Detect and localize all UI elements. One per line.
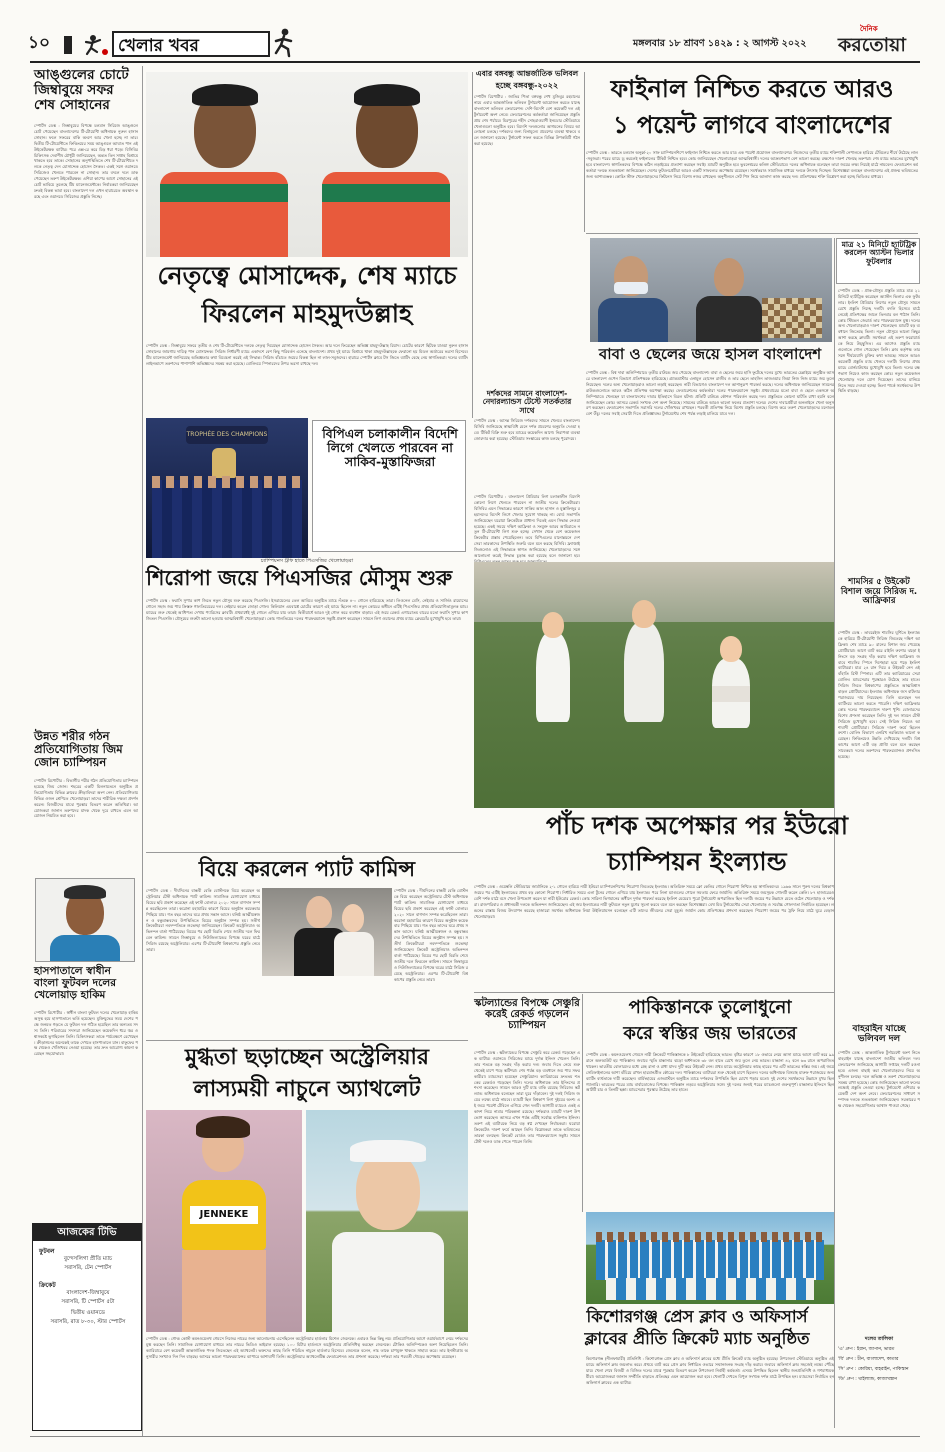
hakim-body: স্পোর্টস রিপোর্টার : স্বাধীন বাংলা ফুটবল দলের খেলোয়াড় হাকিম অসুস্থ হয়ে হাসপাতালে ভর্তি হয়েছেন। মুক্তিযুদ্ধের সময় দেশের পক্ষে জনমত গড়তে যে ফুটবল দল গঠিত হয়েছিল তার অন্যতম সদস্য তিনি। পরিবারের সদস্যরা জানিয়েছেন কয়েকদিন ধরে জ্বর ও শ্বাসকষ্টে ভুগছিলেন তিনি। চিকিৎসকরা তাকে পর্যবেক্ষণে রেখেছেন। ক্রীড়াঙ্গনের অনেকেই তাকে দেখতে হাসপাতালে যান। বাফুফের পক্ষ থেকেও খোঁজখবর নেওয়া হয়েছে। তার দ্রুত আরোগ্য কামনা করেছেন সহযোদ্ধারা। [34, 1010, 138, 1057]
date-line: মঙ্গলবার ১৮ শ্রাবণ ১৪২৯ : ২ আগস্ট ২০২২ [633, 38, 807, 49]
mahmudullah-body: স্পোর্টস ডেস্ক : জিম্বাবুয়ে সফরে তৃতীয় ও শেষ টি-টোয়েন্টিতে দলকে নেতৃত্ব দিয়েছেন মোসাদ্দেক হোসেন সৈকত। আর দলে ফিরেছেন অভিজ্ঞ মাহমুদউল্লাহ রিয়াদ। চোটের কারণে ছিটকে যাওয়া নুরুল হাসান সোহানের জায়গায় দায়িত্ব পান মোসাদ্দেক। সিরিজ নির্ধারণী ম্যাচে একাদশে বেশ কিছু পরিবর্তন এনেছে বাংলাদেশ। প্রথম দুই ম্যাচে বিশ্রামে থাকা মাহমুদউল্লাহকে ফেরানো হয় মিডল অর্ডারের ভরসা হিসেবে। টিম ম্যানেজমেন্ট জানিয়েছে অভিজ্ঞতার কথা বিবেচনা করেই এই সিদ্ধান্ত। সিরিজ বাঁচাতে জয়ের বিকল্প ছিল না লাল-সবুজদের। হারারে স্পোর্টস ক্লাবে টস জিতে ব্যাটিং বেছে নেয় স্বাগতিকরা। দলের ব্যাটিং লাইনআপে তরুণদের পাশাপাশি অভিজ্ঞদের সমন্বয় করা হয়েছে। বোলিংয়ে স্পিনারদের উপর ভরসা রাখছে দল। [146, 343, 468, 366]
column-divider [582, 994, 583, 1212]
masthead-rule [30, 61, 920, 63]
athlete-body: স্পোর্টস ডেস্ক : গোল্ড কোস্ট কমনওয়েলথ গেমসে নিজের নাচের জন্য আলোচনায় এসেছিলেন অস্ট্রেলিয়ার হার্ডলার মিশেল জেনেকে। এবারও ভিন্ন কিছু নয়। প্রতিযোগিতার আগে ওয়ার্মআপে নেচে দর্শকদের মুগ্ধ করছেন তিনি। সামাজিক যোগাযোগ মাধ্যমে তার নাচের ভিডিও ভাইরাল হয়েছে। ১০০ মিটার হার্ডলসে অস্ট্রেলিয়ার প্রতিনিধিত্ব করছেন জেনেকে। টোকিও অলিম্পিকেও অংশ নিয়েছিলেন তিনি। ক্যারিয়ারে বেশ কয়েকটি আন্তর্জাতিক পদক জিতেছেন এই অ্যাথলেট। ভক্তদের কাছে তিনি পরিচিত নাচুনে হার্ডলার হিসেবে। জেনেকে বলেন, নাচ তাকে চাপমুক্ত থাকতে সাহায্য করে। তার ইনস্টাগ্রাম অনুসারীর সংখ্যাও দিন দিন বাড়ছে। আসরে ভালো পারফরম্যান্সের ব্যাপারে আশাবাদী তিনি। অস্ট্রেলিয়ার অ্যাথলেটিক্স ফেডারেশনও তার প্রশংসা করেছে। দর্শকরা তার পরবর্তী দৌড়ের অপেক্ষায় রয়েছেন। [146, 1336, 468, 1359]
group-line: 'বি' গ্রুপ : চীন, বাংলাদেশ, কাতার [838, 1357, 899, 1362]
divider [586, 233, 918, 234]
group-line: 'ডি' গ্রুপ : থাইল্যান্ড, কাজাখস্তান [838, 1377, 898, 1382]
bangladesh-jersey [322, 172, 450, 257]
hakim-caption: হাসপাতালে স্বাধীন বাংলা ফুটবল দলের খেলোয়াড় হাকিম [34, 965, 116, 1001]
cricketers-photo [146, 72, 468, 257]
tv-cricket-line: সরাসরি, রাত ৮-৩০, স্টার স্পোর্টস [50, 1319, 126, 1325]
england-headline-1: পাঁচ দশক অপেক্ষার পর ইউরো [545, 811, 849, 840]
chess-headline: বাবা ও ছেলের জয়ে হাসল বাংলাদেশ [598, 345, 822, 363]
shamsi-body: স্পোর্টস ডেস্ক : তাবরেইজ শামসির ঘূর্ণিতে ইংল্যান্ডকে হারিয়ে টি-টোয়েন্টি সিরিজ জিতেছে দক্ষিণ আফ্রিকা। শেষ ম্যাচে ৯০ রানের বিশাল জয় পেয়েছে প্রোটিয়ারা। আগে ব্যাট করে রাইলি রুশোর ঝড়ো ইনিংসে বড় সংগ্রহ দাঁড় করায় দক্ষিণ আফ্রিকা। জবাবে শামসির স্পিনে দিশেহারা হয়ে পড়ে ইংলিশ ব্যাটাররা। মাত্র ২৪ রান দিয়ে ৫ উইকেট নেন এই বাঁহাতি রিস্ট স্পিনার। এটি তার ক্যারিয়ারের সেরা বোলিং। ম্যাচসেরার পুরস্কারও উঠেছে তার হাতে। সিরিজ জিতে বিশ্বকাপের প্রস্তুতিতে আত্মবিশ্বাস বাড়ল প্রোটিয়াদের। ইংল্যান্ড অধিনায়ক জস বাটলার পরাজয়ের দায় নিয়েছেন। তিনি বলেছেন দল ব্যাটিংয়ে ভালো করতে পারেনি। দক্ষিণ আফ্রিকার কোচ দলের পারফরম্যান্সে দারুণ খুশি। বোলারদের বিশেষ প্রশংসা করেছেন তিনি। দুই দল সামনে টেস্ট সিরিজে মুখোমুখি হবে। সেই সিরিজ নিয়েও আশাবাদী প্রোটিয়ারা। সিরিজে দারুণ ফর্মে ছিলেন রুশো। বোলিং বিভাগে এনরিখ নরকিয়াও ভালো করেছেন। ফিল্ডিংয়েও উন্নতি দেখিয়েছে দলটি। বিশ্বকাপের আগে এটি বড় প্রাপ্তি বলে মনে করছেন সাবেকরা। দলের তরুণদের পারফরম্যান্সও প্রশংসিত হয়েছে। [838, 630, 920, 760]
masthead-bar [64, 36, 72, 54]
tv-football-line: বুন্দেসলিগা প্রীতি ম্যাচ [63, 1256, 113, 1262]
paper-tagline: দৈনিক [860, 25, 878, 33]
masthead [0, 0, 945, 60]
bahrain-body: স্পোর্টস ডেস্ক : আন্তর্জাতিক টুর্নামেন্টে অংশ নিতে বাহরাইন যাচ্ছে বাংলাদেশ জাতীয় ভলিবল দল। ফেডারেশন জানিয়েছে আগামী সপ্তাহে দলটি রওনা হবে। এজন্য বাছাই করা খেলোয়াড়দের নিয়ে অনুশীলন চলছে। দলে অভিজ্ঞ ও তরুণ খেলোয়াড়দের সমন্বয় রাখা হয়েছে। কোচ জানিয়েছেন ভালো ফলের লক্ষ্যেই প্রস্তুতি নেওয়া হচ্ছে। টুর্নামেন্টে এশিয়ার কয়েকটি দেশ অংশ নেবে। ফেডারেশনের সাধারণ সম্পাদক দলকে শুভকামনা জানিয়েছেন। সরকারের পক্ষ থেকেও সহযোগিতার আশ্বাস পাওয়া গেছে। [838, 1050, 920, 1109]
tv-cricket-line: বাংলাদেশ-জিম্বাবুয়ে [66, 1290, 110, 1296]
ban-aus-headline: হচ্ছে বঙ্গবন্ধু-২০২২ [495, 81, 559, 90]
mahmudullah-headline-1: নেতৃত্বে মোসাদ্দেক, শেষ ম্যাচে [157, 261, 457, 290]
hattrick-body: স্পোর্টস ডেস্ক : প্রাক-মৌসুম প্রস্তুতি ম্যাচে মাত্র ২১ মিনিটে হ্যাটট্রিক করেছেন অ্যাস্টন ভিলার এক ফুটবলার। ইংলিশ প্রিমিয়ার লিগের নতুন মৌসুম সামনে রেখে প্রস্তুতি নিচ্ছে দলটি। বদলি হিসেবে মাঠে নেমেই প্রতিপক্ষের জালে তিনবার বল পাঠান তিনি। কোচ স্টিভেন জেরার্ড তার পারফরম্যান্সে মুগ্ধ। দলের অন্য খেলোয়াড়রাও দারুণ খেলেছেন। ম্যাচটি বড় ব্যবধানে জিতেছে ভিলা। নতুন মৌসুমে ভালো কিছুর আশা করছে ক্লাবটি। সমর্থকরা এই তরুণ ফরোয়ার্ডকে নিয়ে উচ্ছ্বসিত। এর আগেও প্রস্তুতি ম্যাচগুলোতে গোল পেয়েছেন তিনি। ক্লাব কর্তৃপক্ষ তার সঙ্গে দীর্ঘমেয়াদি চুক্তির কথা ভাবছে। সামনে আরও কয়েকটি প্রস্তুতি ম্যাচ খেলবে দলটি। লিগের প্রথম ম্যাচে বোর্নমাউথের মুখোমুখি হবে ভিলা। দলের রক্ষণভাগ নিয়েও কাজ করছেন কোচ। নতুন কয়েকজন খেলোয়াড় দলে যোগ দিয়েছেন। তাদের মানিয়ে নিতে সময় দেওয়া হচ্ছে। ভিলা পার্কে সমর্থকদের উপস্থিতি বাড়ছে। [838, 288, 920, 394]
tv-football-label: ফুটবল [39, 1248, 55, 1255]
runner-icon [272, 28, 296, 58]
ban-aus-kicker: এবার বঙ্গবন্ধু আন্তর্জাতিক ভলিবল [475, 69, 579, 78]
chess-photo [590, 238, 832, 342]
tv-box [32, 1223, 142, 1431]
final-body: স্পোর্টস ডেস্ক : ভারতে চলমান অনূর্ধ্ব-২০ সাফ চ্যাম্পিয়নশিপে ফাইনাল নিশ্চিত করতে আর মাত্র এক পয়েন্ট প্রয়োজন বাংলাদেশের। নিজেদের তৃতীয় ম্যাচে শক্তিশালী নেপালকে হারিয়ে টেবিলের শীর্ষে উঠেছে লাল-সবুজরা। পরের ম্যাচে ড্র করলেই ফাইনালের টিকিট নিশ্চিত হবে। কোচ জানিয়েছেন খেলোয়াড়রা আত্মবিশ্বাসী। দলের আক্রমণভাগ বেশ ভালো করছে। রক্ষণেও দারুণ খেলছে তরুণরা। শেষ ম্যাচে ভারতের মুখোমুখি হবে বাংলাদেশ। স্বাগতিকদের বিপক্ষে কঠিন লড়াইয়ের প্রত্যাশা করছেন সবাই। ম্যাচটি অনুষ্ঠিত হবে ভুবনেশ্বরের কলিঙ্গ স্টেডিয়ামে। দলের অধিনায়ক বলেছেন তারা জয়ের লক্ষ্য নিয়েই মাঠে নামবেন। ফেডারেশন কর্মকর্তারা দলকে শুভকামনা জানিয়েছেন। দেশের ফুটবলপ্রেমীরা আরও একটি সাফল্যের অপেক্ষায় রয়েছেন। সমর্থকরাও সামাজিক মাধ্যমে দলকে উৎসাহ দিচ্ছেন। বিশেষজ্ঞরা বলছেন বাংলাদেশের এই প্রজন্ম ভবিষ্যতের জন্য আশাব্যঞ্জক। কোচিং স্টাফ খেলোয়াড়দের ফিটনেস নিয়ে বিশেষ নজর রাখছেন। অনুশীলনে সেট পিস নিয়ে আলাদা কাজ করছে দল। প্রতিপক্ষের শক্তি বিশ্লেষণ করা হচ্ছে ভিডিওর মাধ্যমে। [586, 150, 918, 179]
divider [146, 1040, 468, 1041]
player-figure [536, 632, 570, 722]
shamsi-headline: শামসির ৫ উইকেট বিশাল জয়ে সিরিজ দ. আফ্রিকার [840, 577, 918, 607]
column-divider [472, 72, 473, 418]
column-divider [584, 72, 585, 232]
pakistan-body: স্পোর্টস ডেস্ক : কমনওয়েলথ গেমসে নারী ক্রিকেটে পাকিস্তানকে ৮ উইকেটে হারিয়েছে ভারত। বৃষ্টির কারণে ১৮ ওভারে নেমে আসা ম্যাচে আগে ব্যাট করে ৯৯ রানে অলআউট হয় পাকিস্তান। জবাবে স্মৃতি মান্ধানার ঝড়ো অর্ধশতকে ৩৮ বল হাতে রেখে জয় তুলে নেয় ভারত। মান্ধানা ৪২ বলে ৬৩ রানে অপরাজিত থাকেন। ভারতীয় বোলারদের মধ্যে স্নেহ রানা ও রাধা যাদব দুটি করে উইকেট নেন। প্রথম ম্যাচে অস্ট্রেলিয়ার কাছে হারের পর এটি ভারতের স্বস্তির জয়। এই জয়ে সেমিফাইনালের আশা বাঁচিয়ে রাখল হারমানপ্রীত কৌরের দল। পাকিস্তানের ব্যাটাররা শুরু থেকেই চাপে ছিলেন। দলের অধিনায়ক বিসমাহ মারুফ পরাজয়ের জন্য ব্যাটিং ব্যর্থতাকে দায়ী করেছেন। বার্মিংহামের এজবাস্টনে অনুষ্ঠিত ম্যাচে দর্শকদের উপস্থিতি ছিল চোখে পড়ার মতো। দুই দেশের সমর্থকদের উল্লাসে মুখর ছিল গ্যালারি। ভারতের পরের ম্যাচ বার্বাডোজের বিপক্ষে। পাকিস্তান লড়বে অস্ট্রেলিয়ার সঙ্গে। দুই দলের জন্যই পরের ম্যাচগুলো গুরুত্বপূর্ণ। মান্ধানার ইনিংসে ছিল আটটি চার ও তিনটি ছক্কা। ম্যাচসেরার পুরস্কার উঠেছে তার হাতে। [586, 1052, 834, 1093]
sakib-headline: বিপিএল চলাকালীন বিদেশি লিগে খেলতে পারবেন না সাকিব-মুস্তাফিজরা [322, 426, 458, 469]
chess-body: স্পোর্টস ডেস্ক : বিশ্ব দাবা অলিম্পিয়াডে তৃতীয় রাউন্ডে জয় পেয়েছে বাংলাদেশ। বাবা ও ছেলের জয়ে হাসি ফুটেছে দলের মুখে। ভারতের চেন্নাইয়ে অনুষ্ঠিত আসরে বাংলাদেশ ওপেন বিভাগে প্রতিপক্ষকে হারিয়েছে। গ্র্যান্ডমাস্টার এনামুল হোসেন রাজীব ও তার ছেলে তাহসিন তাজওয়ার জিয়া নিজ নিজ ম্যাচে জয় তুলে নিয়েছেন। দলের অন্য খেলোয়াড়রাও ভালো লড়াই করেছেন। নারী বিভাগেও বাংলাদেশ দল আশানুরূপ পারফর্ম করছে। দলের অধিনায়ক জানিয়েছেন সামনের রাউন্ডগুলোতে আরও কঠিন প্রতিপক্ষ অপেক্ষা করছে। ফেডারেশনের কর্মকর্তারা দলের পারফরম্যান্সে সন্তুষ্ট। প্রথমবারের মতো বাবা ও ছেলে একসঙ্গে অলিম্পিয়াডে খেলছেন যা বাংলাদেশের দাবার ইতিহাসে বিরল ঘটনা। প্রতিটি রাউন্ডে কৌশল পরিবর্তন করছে দল। প্রস্তুতিতে কোনো ঘাটতি রাখা হয়নি বলে জানিয়েছেন কোচ। আসরে রেকর্ড সংখ্যক দেশ অংশ নিয়েছে। সামনের রাউন্ডে আরও ভালো ফলের প্রত্যাশা দলের। দেশের দাবাপ্রেমীরা অনলাইনে খেলা অনুসরণ করছেন। ফেডারেশন সভাপতি সরাসরি দলের খোঁজখবর রাখছেন। পরবর্তী প্রতিপক্ষ নিয়ে বিশেষ প্রস্তুতি চলছে। বিশেষ করে তরুণ খেলোয়াড়দের মনোবল বেশ উঁচু। দলের সবাই সেরাটা দিতে প্রতিজ্ঞাবদ্ধ। টুর্নামেন্টের শেষ পর্যন্ত লড়াই চালিয়ে যাবে দল। [586, 370, 834, 417]
zimbabwe-headline: আঙ্গুলের চোটে জিম্বাবুয়ে সফর শেষ সোহানের [34, 67, 129, 114]
cummins-photo [262, 888, 392, 976]
divider [146, 852, 468, 853]
kishoreganj-photo [586, 1212, 834, 1304]
final-headline-1: ফাইনাল নিশ্চিত করতে আরও [610, 75, 894, 103]
hakim-photo [35, 878, 135, 962]
kishoreganj-headline-1: কিশোরগঞ্জ প্রেস ক্লাব ও অফিসার্স [586, 1307, 808, 1326]
kishoreganj-headline-2: ক্লাবের প্রীতি ক্রিকেট ম্যাচ অনুষ্ঠিত [584, 1329, 810, 1348]
final-headline-2: ১ পয়েন্ট লাগবে বাংলাদেশের [613, 111, 891, 139]
england-body: স্পোর্টস ডেস্ক : ওয়েম্বলি স্টেডিয়ামে জার্মানিকে ২-১ গোলে হারিয়ে নারী ইউরো চ্যাম্পিয়নশিপের শিরোপা জিতেছে ইংল্যান্ড। অতিরিক্ত সময়ে ক্লো কেলির গোলে শিরোপা নিশ্চিত হয় স্বাগতিকদের। ১৯৬৬ সালে পুরুষ দলের বিশ্বকাপ জয়ের পর এটিই ইংল্যান্ডের প্রথম বড় কোনো শিরোপা। নির্ধারিত সময়ে এলা টুনের গোলে এগিয়ে যায় ইংল্যান্ড। পরে লিনা ম্যাগুলের গোলে সমতায় ফেরে জার্মানি। অতিরিক্ত সময়ে জয়সূচক গোলটি করেন কেলি। ৮৭ হাজারেরও বেশি দর্শক মাঠে বসে খেলা উপভোগ করেন যা নারী ইউরোর রেকর্ড। কোচ সারিনা ভিগমানের অধীনে দুর্দান্ত পারফর্ম করেছে ইংলিশ মেয়েরা। পুরো টুর্নামেন্টে অপরাজিত ছিল দলটি। জয়ের পর উল্লাসে মেতে ওঠেন খেলোয়াড় ও দর্শকরা। রাজপরিবার ও প্রধানমন্ত্রী দলকে অভিনন্দন জানিয়েছেন। এই জয় ইংল্যান্ডের নারী ফুটবলে নতুন যুগের সূচনা করবে বলে মনে করছেন বিশেষজ্ঞরা। বেথ মিড টুর্নামেন্টের সেরা খেলোয়াড় ও সর্বোচ্চ গোলদাতা নির্বাচিত হয়েছেন। লন্ডনের রাস্তায় বিজয় উদযাপন করেছে হাজারো সমর্থক। অধিনায়ক লিয়া উইলিয়ামসন বলেছেন এটি তাদের জীবনের সেরা মুহূর্ত। জার্মান কোচ প্রতিপক্ষের প্রশংসা করেছেন। শিরোপা জয়ের পর ট্রফি নিয়ে মাঠে ঘুরে বেড়ান খেলোয়াড়রা। [474, 884, 834, 919]
paper-name: করতোয়া [838, 34, 906, 56]
group-line: 'এ' গ্রুপ : ইরান, জাপান, ভারত [838, 1347, 895, 1352]
bangladesh-jersey [160, 172, 288, 257]
football-player-icon [84, 34, 110, 56]
scotland-headline: স্কটল্যান্ডের বিপক্ষে সেঞ্চুরি করেই রেকর্ড গড়লেন চ্যাম্পিয়ন [474, 998, 580, 1032]
england-headline-2: চ্যাম্পিয়ন ইংল্যান্ড [607, 847, 787, 876]
cummins-body-continued: স্পোর্টস ডেস্ক : দীর্ঘদিনের বান্ধবী বেকি বোস্টনকে বিয়ে করেছেন অস্ট্রেলিয়ার টেস্ট অধিনায়ক প্যাট কামিন্স। সামাজিক যোগাযোগ মাধ্যমে বিয়ের ছবি প্রকাশ করেছেন এই ফাস্ট বোলার। ২০২০ সালে বাগদান সম্পন্ন করেছিলেন তারা। করোনা মহামারির কারণে বিয়ের অনুষ্ঠান কয়েকবার পিছিয়ে যায়। গত বছর তাদের ঘরে প্রথম সন্তান আসে। ঘনিষ্ঠ আত্মীয়স্বজন ও বন্ধুবান্ধবদের উপস্থিতিতে বিয়ের অনুষ্ঠান সম্পন্ন হয়। সতীর্থ ক্রিকেটাররা নবদম্পতিকে শুভেচ্ছা জানিয়েছেন। ক্রিকেট অস্ট্রেলিয়াও অভিনন্দন বার্তা পাঠিয়েছে। বিয়ের পর ছোট বিরতি শেষে জাতীয় দলে ফিরবেন কামিন্স। সামনে জিম্বাবুয়ে ও নিউজিল্যান্ডের বিপক্ষে ঘরের মাঠে সিরিজ রয়েছে অস্ট্রেলিয়ার। এরপর টি-টোয়েন্টি বিশ্বকাপের প্রস্তুতি নেবে তারা। [394, 888, 468, 982]
psg-headline: শিরোপা জয়ে পিএসজির মৌসুম শুরু [146, 566, 453, 590]
athlete-photo-left [146, 1110, 302, 1332]
bodybuilding-headline: উন্নত শরীর গঠন প্রতিযোগিতায় জিম জোন চ্যাম্পিয়ন [34, 729, 123, 769]
sakib-box [312, 420, 466, 552]
bahrain-headline: বাহরাইন যাচ্ছে ভলিবল দল [852, 1024, 906, 1045]
england-photo [474, 562, 834, 808]
cricket-board-body: স্পোর্টস ডেস্ক : আসন্ন সিরিজে দর্শকদের সামনে খেলবে বাংলাদেশ। বিসিবি জানিয়েছে স্বাস্থ্যবিধি মেনে দর্শক প্রবেশের অনুমতি দেওয়া হবে। টিকিট বিক্রি শুরু হবে ম্যাচের কয়েকদিন আগে। নিরাপত্তা ব্যবস্থা জোরদার করা হয়েছে। স্টেডিয়াম সংস্কারের কাজ চলছে পুরোদমে। [474, 418, 580, 441]
group-line: 'সি' গ্রুপ : কোরিয়া, বাহরাইন, পাকিস্তান [838, 1367, 909, 1372]
bodybuilding-body: স্পোর্টস রিপোর্টার : বিভাগীয় শরীর গঠন প্রতিযোগিতায় চ্যাম্পিয়ন হয়েছে জিম জোন। শহরের একটি মিলনায়তনে অনুষ্ঠিত প্রতিযোগিতায় বিভিন্ন ক্লাবের ক্রীড়াবিদরা অংশ নেন। প্রতিযোগিতায় বিভিন্ন ওজন শ্রেণিতে খেলোয়াড়রা তাদের শারীরিক দক্ষতা প্রদর্শন করেন। বিজয়ীদের মাঝে পুরস্কার বিতরণ করেন অতিথিরা। আয়োজকরা জানান তরুণদের মাদক থেকে দূরে রাখতে এমন আয়োজন নিয়মিত করা হবে। [34, 778, 138, 819]
section-title: খেলার খবর [118, 36, 199, 56]
psg-photo: TROPHÉE DES CHAMPIONS [146, 418, 308, 558]
athlete-headline-2: লাস্যময়ী নাচুনে অ্যাথলেট [193, 1077, 421, 1102]
footer-rule [30, 1436, 920, 1437]
athlete-bib: JENNEKE [190, 1206, 258, 1224]
tv-cricket-label: ক্রিকেট [39, 1282, 56, 1289]
sakib-body: স্পোর্টস রিপোর্টার : বাংলাদেশ প্রিমিয়ার লিগ চলাকালীন বিদেশি কোনো লিগে খেলতে পারবেন না জাতীয় দলের ক্রিকেটাররা। বিসিবির এমন সিদ্ধান্তের কারণে সাকিব আল হাসান ও মুস্তাফিজুর রহমানদের বিদেশি লিগে খেলার সুযোগ থাকছে না। বোর্ড সভাপতি জানিয়েছেন ঘরোয়া ক্রিকেটকে প্রাধান্য দিতেই এমন সিদ্ধান্ত নেওয়া হয়েছে। একই সময়ে দক্ষিণ আফ্রিকা ও সংযুক্ত আরব আমিরাতে নতুন টি-টোয়েন্টি লিগ শুরু হচ্ছে। সেখান থেকে বেশ কয়েকজন ক্রিকেটার প্রস্তাব পেয়েছিলেন। তবে বিপিএলের মানোন্নয়নে দেশসেরা তারকাদের উপস্থিতি জরুরি বলে মনে করছে বিসিবি। ফ্র্যাঞ্চাইজিগুলোও এই সিদ্ধান্তকে স্বাগত জানিয়েছে। খেলোয়াড়দের সঙ্গে আলোচনা করেই সিদ্ধান্ত চূড়ান্ত করা হয়েছে বলে জানানো হয়। [474, 494, 580, 559]
kishoreganj-body: কিশোরগঞ্জ (নীলফামারী) প্রতিনিধি : কিশোরগঞ্জ প্রেস ক্লাব ও অফিসার্স ক্লাবের মধ্যে প্রীতি ক্রিকেট ম্যাচ অনুষ্ঠিত হয়েছে। উপজেলা স্টেডিয়ামে অনুষ্ঠিত এই ম্যাচে অফিসার্স ক্লাব জয়লাভ করে। প্রথমে ব্যাট করে প্রেস ক্লাব নির্ধারিত ওভারে সম্মানজনক সংগ্রহ দাঁড় করায়। জবাবে অফিসার্স ক্লাব সহজেই লক্ষ্যে পৌঁছে যায়। খেলা শেষে বিজয়ী ও বিজিত দলের মাঝে পুরস্কার বিতরণ করেন উপজেলা নির্বাহী কর্মকর্তা। এসময় উপস্থিত ছিলেন স্থানীয় জনপ্রতিনিধি ও গণমাধ্যমকর্মীরা। আয়োজকরা জানান সম্প্রীতি বাড়াতে প্রতিবছর এমন আয়োজন করা হবে। খেলাটি দেখতে বিপুল সংখ্যক দর্শক মাঠে উপস্থিত হন। ম্যাচসেরা নির্বাচিত হন অফিসার্স ক্লাবের এক ব্যাটার। [586, 1356, 834, 1385]
psg-photo-caption: চ্যাম্পিয়নস ট্রফি হাতে পিএসজির খেলোয়াড়রা [260, 558, 354, 564]
page-number: ১০ [28, 33, 51, 53]
athlete-headline-1: মুগ্ধতা ছড়াচ্ছেন অস্ট্রেলিয়ার [184, 1045, 430, 1070]
cricket-board-headline: দর্শকদের সামনে বাংলাদেশ-নেদারল্যান্ডস টেস্টে সতর্কতার সাথে [482, 389, 572, 415]
psg-body: স্পোর্টস ডেস্ক : ফরাসি সুপার কাপ জিতে নতুন মৌসুম শুরু করেছে পিএসজি। ইসরায়েলের তেল আবিবে অনুষ্ঠিত ম্যাচে নঁতকে ৪-০ গোলে হারিয়েছে তারা। লিওনেল মেসি, নেইমার ও সার্জিও রামোসের গোলে সহজ জয় পায় ক্রিস্তফ গালতিয়েরের দল। নেইমার করেন জোড়া গোল। কিলিয়ান এমবাপ্পে চোটের কারণে এই ম্যাচে ছিলেন না। নতুন কোচের অধীনে এটিই পিএসজির প্রথম প্রতিযোগিতামূলক ম্যাচ। ম্যাচের শুরু থেকেই আধিপত্য দেখায় প্যারিসের ক্লাবটি। প্রথমার্ধেই দুই গোলে এগিয়ে যায় তারা। দ্বিতীয়ার্ধে আরও দুই গোল করে ব্যবধান বাড়ায়। এই জয়ে রেকর্ড এগারোতম বারের মতো ফরাসি সুপার কাপ জিতল পিএসজি। মৌসুমের শুরুটা ভালো হওয়ায় আত্মবিশ্বাসী খেলোয়াড়রা। কোচ গালতিয়ের দলের পারফরম্যান্সে সন্তুষ্টি প্রকাশ করেছেন। সামনে লিগ ওয়ানের প্রথম ম্যাচে ক্লেরমোঁর মুখোমুখি হবে তারা। [146, 598, 468, 621]
groups-intro: দলের তালিকা [864, 1336, 894, 1342]
tv-cricket-line: দ্বিতীয় ওয়ানডে [71, 1310, 105, 1316]
tv-cricket-line: সরাসরি, টি স্পোর্টস ৫টা [61, 1299, 115, 1305]
tv-football-line: সরাসরি, টেন স্পোর্টস [64, 1265, 112, 1271]
tv-title: আজকের টিভি [33, 1224, 141, 1241]
mahmudullah-headline-2: ফিরলেন মাহমুদউল্লাহ [201, 299, 413, 328]
cummins-body: স্পোর্টস ডেস্ক : দীর্ঘদিনের বান্ধবী বেকি বোস্টনকে বিয়ে করেছেন অস্ট্রেলিয়ার টেস্ট অধিনায়ক প্যাট কামিন্স। সামাজিক যোগাযোগ মাধ্যমে বিয়ের ছবি প্রকাশ করেছেন এই ফাস্ট বোলার। ২০২০ সালে বাগদান সম্পন্ন করেছিলেন তারা। করোনা মহামারির কারণে বিয়ের অনুষ্ঠান কয়েকবার পিছিয়ে যায়। গত বছর তাদের ঘরে প্রথম সন্তান আসে। ঘনিষ্ঠ আত্মীয়স্বজন ও বন্ধুবান্ধবদের উপস্থিতিতে বিয়ের অনুষ্ঠান সম্পন্ন হয়। সতীর্থ ক্রিকেটাররা নবদম্পতিকে শুভেচ্ছা জানিয়েছেন। ক্রিকেট অস্ট্রেলিয়াও অভিনন্দন বার্তা পাঠিয়েছে। বিয়ের পর ছোট বিরতি শেষে জাতীয় দলে ফিরবেন কামিন্স। সামনে জিম্বাবুয়ে ও নিউজিল্যান্ডের বিপক্ষে ঘরের মাঠে সিরিজ রয়েছে অস্ট্রেলিয়ার। এরপর টি-টোয়েন্টি বিশ্বকাপের প্রস্তুতি নেবে তারা। [146, 888, 260, 953]
zimbabwe-body: স্পোর্টস ডেস্ক : জিম্বাবুয়ের বিপক্ষে চলমান সিরিজে আঙ্গুলে চোট পেয়েছেন বাংলাদেশের টি-টোয়েন্টি অধিনায়ক নুরুল হাসান সোহান। ফলে সফরের বাকি অংশে আর খেলা হচ্ছে না তার। দ্বিতীয় টি-টোয়েন্টিতে ফিল্ডিংয়ের সময় আঙ্গুলে আঘাত পান এই উইকেটরক্ষক ব্যাটার। পরে এক্স-রে করে চিড় ধরা পড়ে। বিসিবির চিকিৎসক দেবাশীষ চৌধুরী জানিয়েছেন, অন্তত তিন সপ্তাহ বিশ্রামে থাকতে হবে তাকে। সোহানের অনুপস্থিতিতে শেষ টি-টোয়েন্টিতে দলকে নেতৃত্ব দেন মোসাদ্দেক হোসেন সৈকত। একই সঙ্গে ওয়ানডে সিরিজেও খেলতে পারবেন না সোহান। তার বদলে দলে ডাক পেয়েছেন তরুণ উইকেটরক্ষক। এশিয়া কাপের আগে সোহানের এই চোট ভাবিয়ে তুলেছে টিম ম্যানেজমেন্টকে। নির্বাচকরা জানিয়েছেন দ্রুতই বিকল্প ভাবা হবে। বাংলাদেশ দল এখন হারারেতে অবস্থান করছে এবং ওয়ানডে সিরিজের প্রস্তুতি নিচ্ছে। [34, 123, 138, 199]
pakistan-headline-2: করে স্বস্তির জয় ভারতের [623, 1023, 797, 1044]
ban-aus-body: স্পোর্টস রিপোর্টার : জাতির পিতা বঙ্গবন্ধু শেখ মুজিবুর রহমানের নামে এবার আন্তর্জাতিক ভলিবল টুর্নামেন্ট আয়োজন করতে যাচ্ছে বাংলাদেশ ভলিবল ফেডারেশন। দেশি-বিদেশি বেশ কয়েকটি দল এই টুর্নামেন্টে অংশ নেবে। ফেডারেশনের কর্মকর্তারা জানিয়েছেন প্রস্তুতি প্রায় শেষ পর্যায়ে। মিরপুরের শহীদ সোহরাওয়ার্দী ইনডোর স্টেডিয়ামে খেলাগুলো অনুষ্ঠিত হবে। বিদেশি দলগুলোর আগমনের বিষয়ে আলোচনা চলছে। দর্শকদের জন্য বিনামূল্যে প্রবেশের ব্যবস্থা থাকবে বলে জানানো হয়েছে। টুর্নামেন্ট সফল করতে বিভিন্ন উপকমিটি গঠন করা হয়েছে। [474, 94, 580, 147]
cummins-headline: বিয়ে করলেন প্যাট কামিন্স [198, 857, 416, 881]
scotland-body: স্পোর্টস ডেস্ক : স্কটল্যান্ডের বিপক্ষে সেঞ্চুরি করে রেকর্ড গড়েছেন এক ব্যাটার। ওয়ানডে সিরিজের ম্যাচে দুর্দান্ত ইনিংস খেলেন তিনি। তার শতকে বড় সংগ্রহ দাঁড় করায় দল। জবাব দিতে নেমে শুরু থেকেই চাপে পড়ে স্কটিশরা। শেষ পর্যন্ত বড় ব্যবধানে জয় পায় সফরকারীরা। ম্যাচসেরা হয়েছেন সেঞ্চুরিয়ান। ক্যারিয়ারের দ্রুততম শতকের রেকর্ডও গড়েছেন তিনি। দলের অধিনায়ক তার ইনিংসের প্রশংসা করেছেন। সামনে আরও দুটি ম্যাচ বাকি রয়েছে সিরিজে। স্কটল্যান্ড অধিনায়ক বলেছেন তারা ঘুরে দাঁড়াবেন। দুই দলই সিরিজ জয়ের লক্ষ্যে মাঠে নামবে। ম্যাচটি ছিল বিশ্বকাপ লিগ দুইয়ের অংশ। এই জয়ে পয়েন্ট টেবিলে এগিয়ে গেল দলটি। আগামী ম্যাচেও একই একাদশ নিয়ে নামার পরিকল্পনা রয়েছে। দর্শকরাও ম্যাচটি দারুণ উপভোগ করেছেন। আসরে এখন পর্যন্ত এটিই সর্বোচ্চ ব্যক্তিগত ইনিংস। তরুণ এই ব্যাটারকে নিয়ে বড় স্বপ্ন দেখছেন নির্বাচকরা। ঘরোয়া ক্রিকেটেও দারুণ ফর্মে আছেন তিনি। বিশ্লেষকরা তাকে ভবিষ্যতের তারকা বলছেন। ক্রিকেট বোর্ডও তার পারফরম্যান্সে সন্তুষ্ট। সামনে টেস্ট দলেও ডাক পেতে পারেন তিনি। [474, 1050, 580, 1144]
divider [474, 992, 834, 993]
hattrick-box [836, 238, 920, 284]
column-divider [142, 66, 143, 1436]
player-figure [624, 622, 664, 722]
athlete-photo-right [306, 1110, 468, 1332]
pakistan-headline-1: পাকিস্তানকে তুলোধুনো [628, 997, 792, 1018]
hattrick-headline: মাত্র ২১ মিনিটে হ্যাটট্রিক করলেন অ্যাস্টন ভিলার ফুটবলার [841, 240, 917, 266]
